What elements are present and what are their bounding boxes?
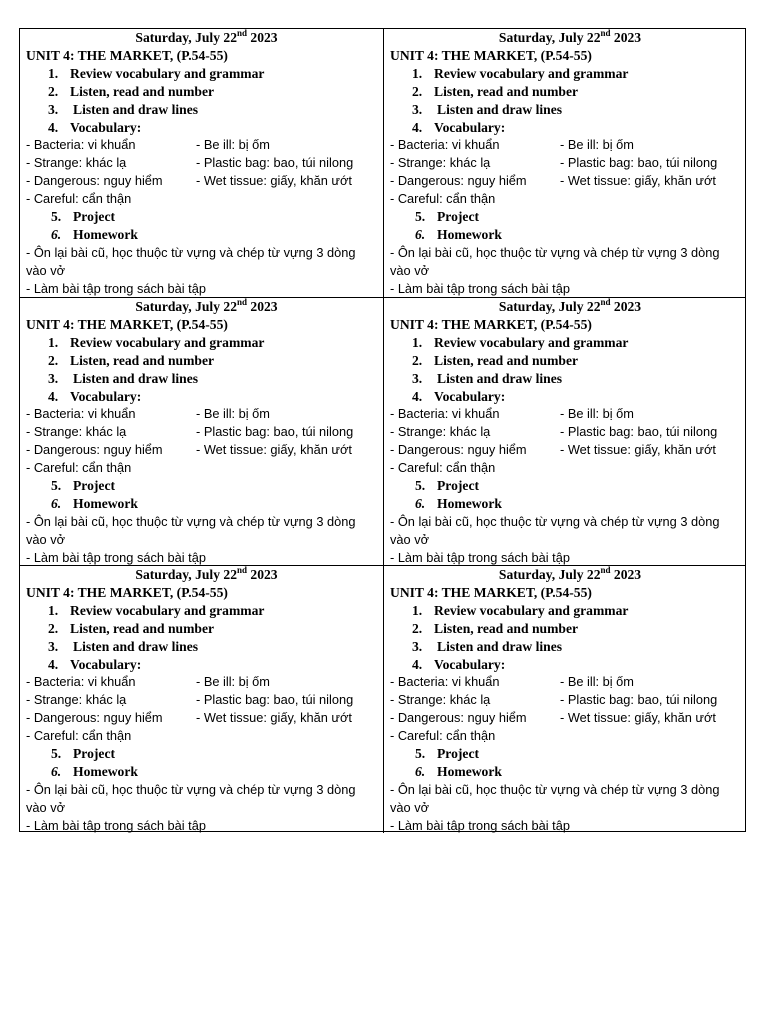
vocab-entry: - Be ill: bị ốm xyxy=(196,674,270,690)
date-text: Saturday, July 22 xyxy=(498,299,601,314)
date-ordinal: nd xyxy=(600,297,611,307)
item-text: Project xyxy=(73,209,116,225)
vocab-entry xyxy=(196,459,379,477)
unit-title: UNIT 4: THE MARKET, (P.54-55) xyxy=(390,47,592,63)
unit-title: UNIT 4: THE MARKET, (P.54-55) xyxy=(390,316,592,332)
date-text: Saturday, July 22 xyxy=(498,30,601,45)
item-number: 6. xyxy=(415,495,426,511)
vocab-entry: - Wet tissue: giấy, khăn ướt xyxy=(196,710,352,726)
homework-note: - Làm bài tập trong sách bài tập xyxy=(390,280,570,296)
item-text: Project xyxy=(437,209,480,225)
item-number: 3. xyxy=(412,370,423,386)
date-text: Saturday, July 22 xyxy=(135,567,237,582)
vocab-entry: - Strange: khác lạ xyxy=(26,424,127,440)
date-year: 2023 xyxy=(247,567,278,582)
lesson-card xyxy=(20,29,383,297)
item-number: 5. xyxy=(415,209,426,225)
item-text: Homework xyxy=(73,495,138,511)
lesson-card xyxy=(20,297,383,565)
vocab-entry: - Strange: khác lạ xyxy=(390,692,491,708)
vocab-entry: - Bacteria: vi khuẩn xyxy=(390,674,500,690)
vocab-row xyxy=(26,190,379,208)
lesson-item-4 xyxy=(390,656,742,674)
vocab-entry: - Bacteria: vi khuẩn xyxy=(390,406,500,422)
item-text: Project xyxy=(73,746,116,762)
vocab-row xyxy=(390,673,742,691)
vocab-row xyxy=(390,441,742,459)
lesson-item-2 xyxy=(390,83,742,101)
item-text: Listen, read and number xyxy=(434,352,579,368)
date-text: Saturday, July 22 xyxy=(135,299,237,314)
item-number: 1. xyxy=(48,334,59,350)
vocab-entry: - Plastic bag: bao, túi nilong xyxy=(196,424,354,440)
item-text: Listen, read and number xyxy=(70,620,215,636)
vocab-entry: - Dangerous: nguy hiểm xyxy=(390,173,527,189)
homework-note: - Ôn lại bài cũ, học thuộc từ vựng và chép từ vựng 3 dòng vào vở xyxy=(390,513,720,547)
homework-note: - Làm bài tập trong sách bài tập xyxy=(390,817,570,833)
item-text: Vocabulary: xyxy=(434,388,506,404)
vocab-entry: - Be ill: bị ốm xyxy=(560,674,634,690)
lesson-item-6 xyxy=(26,763,379,781)
vocab-entry: - Plastic bag: bao, túi nilong xyxy=(560,692,718,708)
lesson-item-1 xyxy=(26,65,379,83)
item-number: 1. xyxy=(412,334,423,350)
vocab-row xyxy=(26,459,379,477)
item-number: 3. xyxy=(412,638,423,654)
item-number: 6. xyxy=(415,226,426,242)
vocab-entry xyxy=(196,727,379,745)
item-number: 4. xyxy=(412,388,423,404)
lesson-item-3 xyxy=(26,101,379,119)
vocab-row xyxy=(26,172,379,190)
date-text: Saturday, July 22 xyxy=(135,30,237,45)
lesson-date xyxy=(390,29,742,47)
lesson-date xyxy=(26,566,379,584)
item-text: Homework xyxy=(73,763,138,779)
date-ordinal: nd xyxy=(600,29,611,38)
lesson-item-3 xyxy=(26,638,379,656)
item-text: Listen and draw lines xyxy=(437,101,563,117)
vocab-entry: - Plastic bag: bao, túi nilong xyxy=(560,424,718,440)
unit-title: UNIT 4: THE MARKET, (P.54-55) xyxy=(26,316,228,332)
lesson-item-5 xyxy=(390,745,742,763)
item-text: Homework xyxy=(437,763,502,779)
item-number: 5. xyxy=(51,478,62,494)
vocab-entry: - Bacteria: vi khuẩn xyxy=(390,137,500,153)
vocab-row xyxy=(26,405,379,423)
date-year: 2023 xyxy=(610,30,642,45)
date-year: 2023 xyxy=(610,567,642,582)
date-year: 2023 xyxy=(610,299,642,314)
item-text: Homework xyxy=(437,495,502,511)
lesson-item-1 xyxy=(390,65,742,83)
item-text: Review vocabulary and grammar xyxy=(70,602,265,618)
vocab-entry: - Be ill: bị ốm xyxy=(196,406,270,422)
lesson-item-2 xyxy=(26,620,379,638)
item-number: 1. xyxy=(412,602,423,618)
lesson-item-6 xyxy=(26,226,379,244)
vocab-row xyxy=(26,136,379,154)
vocab-entry: - Wet tissue: giấy, khăn ướt xyxy=(196,173,352,189)
vocab-entry: - Strange: khác lạ xyxy=(26,155,127,171)
lesson-item-3 xyxy=(390,370,742,388)
vocab-entry: - Be ill: bị ốm xyxy=(196,137,270,153)
vocab-entry: - Dangerous: nguy hiểm xyxy=(26,442,163,458)
vocab-row xyxy=(390,709,742,727)
item-text: Project xyxy=(437,746,480,762)
vocab-entry: - Bacteria: vi khuẩn xyxy=(26,406,136,422)
item-number: 4. xyxy=(48,656,59,672)
vocab-row xyxy=(390,691,742,709)
item-text: Vocabulary: xyxy=(434,119,506,135)
vocab-entry: - Careful: cẩn thận xyxy=(390,191,496,207)
item-text: Listen and draw lines xyxy=(437,370,563,386)
vocab-entry: - Bacteria: vi khuẩn xyxy=(26,137,136,153)
vocab-row xyxy=(390,405,742,423)
item-text: Review vocabulary and grammar xyxy=(434,334,629,350)
unit-title: UNIT 4: THE MARKET, (P.54-55) xyxy=(26,584,228,600)
vocab-entry: - Dangerous: nguy hiểm xyxy=(390,710,527,726)
vocab-entry: - Careful: cẩn thận xyxy=(390,728,496,744)
vocab-entry: - Wet tissue: giấy, khăn ướt xyxy=(196,442,352,458)
date-year: 2023 xyxy=(247,299,278,314)
lesson-card-content xyxy=(26,298,379,565)
vocab-row xyxy=(26,709,379,727)
item-text: Project xyxy=(73,478,116,494)
vocab-row xyxy=(390,154,742,172)
lesson-item-1 xyxy=(26,334,379,352)
item-text: Listen, read and number xyxy=(70,352,215,368)
item-number: 3. xyxy=(412,101,423,117)
lesson-item-6 xyxy=(390,495,742,513)
item-number: 5. xyxy=(415,746,426,762)
date-ordinal: nd xyxy=(237,297,248,307)
item-text: Listen, read and number xyxy=(434,83,579,99)
lesson-card-content xyxy=(390,566,742,833)
lesson-item-3 xyxy=(390,101,742,119)
vocab-entry: - Dangerous: nguy hiểm xyxy=(390,442,527,458)
lesson-item-2 xyxy=(26,83,379,101)
lesson-item-2 xyxy=(26,352,379,370)
homework-note: - Ôn lại bài cũ, học thuộc từ vựng và chép từ vựng 3 dòng vào vở xyxy=(26,244,356,278)
item-text: Project xyxy=(437,478,480,494)
vocab-entry xyxy=(196,190,379,208)
lesson-item-2 xyxy=(390,620,742,638)
lesson-cards-table xyxy=(19,28,746,832)
item-text: Listen and draw lines xyxy=(73,638,199,654)
item-number: 1. xyxy=(48,65,59,81)
date-ordinal: nd xyxy=(237,29,248,38)
vocab-entry: - Careful: cẩn thận xyxy=(26,460,132,476)
item-text: Listen and draw lines xyxy=(73,370,199,386)
date-year: 2023 xyxy=(247,30,278,45)
vocab-entry xyxy=(560,190,742,208)
item-number: 4. xyxy=(48,388,59,404)
unit-title: UNIT 4: THE MARKET, (P.54-55) xyxy=(26,47,228,63)
lesson-item-3 xyxy=(26,370,379,388)
item-text: Homework xyxy=(73,226,138,242)
vocab-row xyxy=(26,423,379,441)
item-number: 2. xyxy=(48,352,59,368)
lesson-item-1 xyxy=(390,334,742,352)
lesson-item-6 xyxy=(26,495,379,513)
item-text: Listen and draw lines xyxy=(73,101,199,117)
homework-note: - Làm bài tập trong sách bài tập xyxy=(26,549,206,565)
item-text: Homework xyxy=(437,226,502,242)
vocab-entry: - Strange: khác lạ xyxy=(390,424,491,440)
vocab-entry: - Dangerous: nguy hiểm xyxy=(26,173,163,189)
vocab-row xyxy=(390,727,742,745)
homework-note: - Ôn lại bài cũ, học thuộc từ vựng và chép từ vựng 3 dòng vào vở xyxy=(26,781,356,815)
vocab-entry: - Plastic bag: bao, túi nilong xyxy=(196,692,354,708)
lesson-date xyxy=(26,298,379,316)
vocab-entry: - Wet tissue: giấy, khăn ướt xyxy=(560,442,716,458)
lesson-card xyxy=(383,297,746,565)
lesson-item-1 xyxy=(26,602,379,620)
item-text: Review vocabulary and grammar xyxy=(70,334,265,350)
lesson-item-4 xyxy=(390,119,742,137)
vocab-entry: - Dangerous: nguy hiểm xyxy=(26,710,163,726)
vocab-row xyxy=(390,423,742,441)
vocab-row xyxy=(26,673,379,691)
lesson-card-content xyxy=(390,298,742,565)
item-text: Review vocabulary and grammar xyxy=(434,602,629,618)
homework-note: - Ôn lại bài cũ, học thuộc từ vựng và chép từ vựng 3 dòng vào vở xyxy=(390,781,720,815)
unit-title: UNIT 4: THE MARKET, (P.54-55) xyxy=(390,584,592,600)
vocab-entry xyxy=(560,459,742,477)
vocab-row xyxy=(390,459,742,477)
lesson-item-4 xyxy=(26,388,379,406)
lesson-item-5 xyxy=(390,477,742,495)
lesson-item-4 xyxy=(26,656,379,674)
vocab-entry xyxy=(560,727,742,745)
lesson-item-5 xyxy=(26,745,379,763)
item-text: Listen, read and number xyxy=(70,83,215,99)
vocab-entry: - Careful: cẩn thận xyxy=(390,460,496,476)
item-number: 6. xyxy=(415,763,426,779)
item-number: 6. xyxy=(51,226,62,242)
vocab-row xyxy=(26,441,379,459)
vocab-entry: - Be ill: bị ốm xyxy=(560,137,634,153)
lesson-item-5 xyxy=(26,477,379,495)
item-text: Listen, read and number xyxy=(434,620,579,636)
lesson-card xyxy=(383,565,746,833)
lesson-item-4 xyxy=(26,119,379,137)
homework-note: - Làm bài tập trong sách bài tập xyxy=(26,280,206,296)
vocab-entry: - Wet tissue: giấy, khăn ướt xyxy=(560,173,716,189)
item-number: 1. xyxy=(48,602,59,618)
vocab-entry: - Wet tissue: giấy, khăn ướt xyxy=(560,710,716,726)
item-number: 6. xyxy=(51,495,62,511)
item-text: Review vocabulary and grammar xyxy=(70,65,265,81)
lesson-card xyxy=(20,565,383,833)
item-number: 2. xyxy=(412,352,423,368)
vocab-entry: - Plastic bag: bao, túi nilong xyxy=(560,155,718,171)
item-text: Vocabulary: xyxy=(70,656,142,672)
vocab-entry: - Plastic bag: bao, túi nilong xyxy=(196,155,354,171)
vocab-row xyxy=(26,154,379,172)
vocab-row xyxy=(390,172,742,190)
lesson-item-2 xyxy=(390,352,742,370)
lesson-card-content xyxy=(26,566,379,833)
lesson-card-content xyxy=(390,29,742,297)
vocab-entry: - Be ill: bị ốm xyxy=(560,406,634,422)
lesson-item-5 xyxy=(390,208,742,226)
item-number: 1. xyxy=(412,65,423,81)
item-number: 5. xyxy=(51,746,62,762)
item-number: 6. xyxy=(51,763,62,779)
item-number: 4. xyxy=(412,119,423,135)
item-text: Review vocabulary and grammar xyxy=(434,65,629,81)
lesson-item-6 xyxy=(390,763,742,781)
vocab-entry: - Careful: cẩn thận xyxy=(26,191,132,207)
vocab-entry: - Bacteria: vi khuẩn xyxy=(26,674,136,690)
homework-note: - Làm bài tập trong sách bài tập xyxy=(26,817,206,833)
item-number: 3. xyxy=(48,101,59,117)
lesson-item-4 xyxy=(390,388,742,406)
lesson-date xyxy=(390,298,742,316)
item-number: 5. xyxy=(51,209,62,225)
lesson-date xyxy=(390,566,742,584)
lesson-item-5 xyxy=(26,208,379,226)
lesson-item-6 xyxy=(390,226,742,244)
vocab-entry: - Careful: cẩn thận xyxy=(26,728,132,744)
homework-note: - Ôn lại bài cũ, học thuộc từ vựng và chép từ vựng 3 dòng vào vở xyxy=(26,513,356,547)
vocab-entry: - Strange: khác lạ xyxy=(26,692,127,708)
lesson-date xyxy=(26,29,379,47)
item-number: 4. xyxy=(48,119,59,135)
date-ordinal: nd xyxy=(600,565,611,575)
item-number: 2. xyxy=(412,620,423,636)
item-number: 4. xyxy=(412,656,423,672)
item-text: Vocabulary: xyxy=(70,388,142,404)
item-number: 5. xyxy=(415,478,426,494)
date-ordinal: nd xyxy=(237,565,248,575)
lesson-item-1 xyxy=(390,602,742,620)
item-text: Vocabulary: xyxy=(434,656,506,672)
vocab-row xyxy=(390,190,742,208)
item-text: Vocabulary: xyxy=(70,119,142,135)
lesson-card xyxy=(383,29,746,297)
item-number: 3. xyxy=(48,638,59,654)
item-number: 2. xyxy=(48,83,59,99)
item-number: 2. xyxy=(48,620,59,636)
vocab-row xyxy=(390,136,742,154)
vocab-entry: - Strange: khác lạ xyxy=(390,155,491,171)
item-number: 2. xyxy=(412,83,423,99)
vocab-row xyxy=(26,691,379,709)
date-text: Saturday, July 22 xyxy=(498,567,601,582)
item-text: Listen and draw lines xyxy=(437,638,563,654)
homework-note: - Ôn lại bài cũ, học thuộc từ vựng và chép từ vựng 3 dòng vào vở xyxy=(390,244,720,278)
lesson-item-3 xyxy=(390,638,742,656)
item-number: 3. xyxy=(48,370,59,386)
vocab-row xyxy=(26,727,379,745)
lesson-card-content xyxy=(26,29,379,297)
homework-note: - Làm bài tập trong sách bài tập xyxy=(390,549,570,565)
